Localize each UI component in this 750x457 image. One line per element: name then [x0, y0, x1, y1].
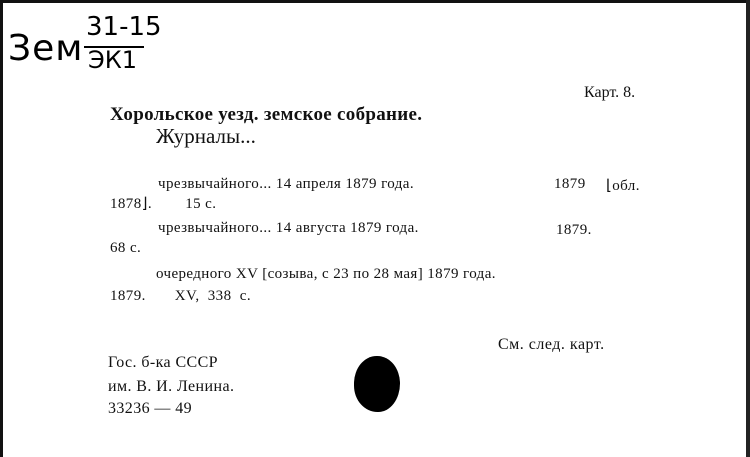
entry-1-year: 1879	[554, 176, 586, 192]
entry-3-line2: 1879. XV, 338 с.	[110, 288, 251, 304]
entry-1-text: чрезвычайного... 14 апреля 1879 года.	[158, 176, 414, 192]
library-line-3: 33236 — 49	[108, 400, 192, 417]
entry-2-year: 1879.	[556, 222, 592, 238]
card-border-left	[0, 0, 3, 457]
card-subheading: Журналы...	[156, 124, 256, 148]
card-heading: Хорольское уезд. земское собрание.	[110, 104, 423, 125]
handwritten-prefix: Зем	[8, 28, 84, 69]
entry-3-text: очередного XV [созыва, с 23 по 28 мая] 1879 года.	[156, 266, 496, 282]
entry-2-text: чрезвычайного... 14 августа 1879 года.	[158, 220, 419, 236]
punch-hole	[354, 356, 400, 412]
entry-1-line2: 1878⌋. 15 с.	[110, 196, 217, 212]
card-number: Карт. 8.	[584, 84, 636, 101]
card-border-top	[0, 0, 750, 3]
handwritten-denominator: ЭК1	[88, 46, 138, 74]
see-next-card: См. след. карт.	[498, 336, 605, 353]
entry-2-line2: 68 с.	[110, 240, 142, 256]
entry-1-note: ⌊обл.	[606, 178, 640, 194]
library-line-1: Гос. б-ка СССР	[108, 354, 218, 371]
card-border-right	[746, 0, 750, 457]
library-line-2: им. В. И. Ленина.	[108, 378, 235, 395]
handwritten-numerator: 31-15	[86, 12, 162, 42]
